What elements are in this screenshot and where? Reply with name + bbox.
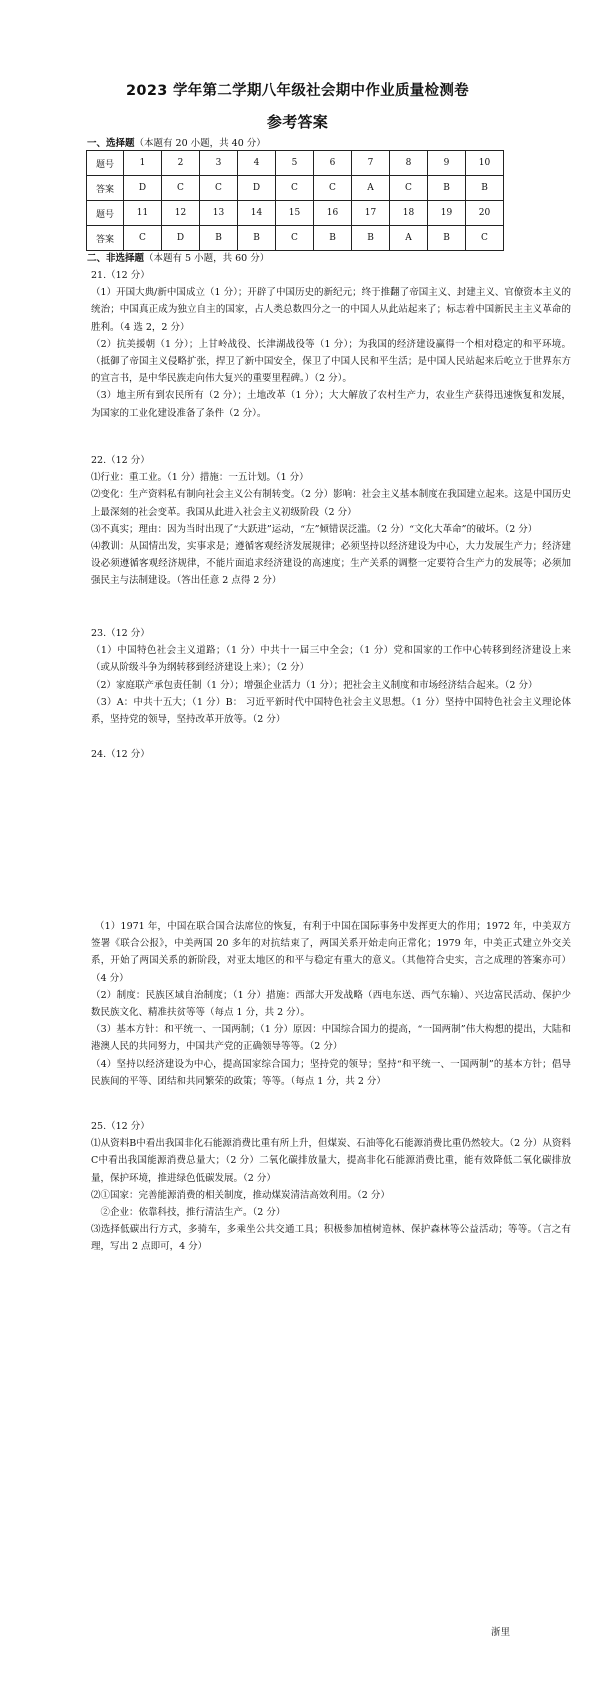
answer-cell: D [238, 176, 276, 201]
question-number: 14 [238, 201, 276, 226]
section2-note: （本题有 5 小题，共 60 分） [144, 253, 270, 264]
row-label-question: 题号 [87, 151, 124, 176]
question-number: 19 [428, 201, 466, 226]
answer-paragraph: （3）基本方针：和平统一、一国两制；（1 分）原因：中国综合国力的提高，“一国两制”伟大构想的提出，大陆和港澳人民的共同努力，中国共产党的正确领导等等。（2 分） [91, 1024, 571, 1053]
answer-paragraph: （3）A：中共十五大；（1 分）B： 习近平新时代中国特色社会主义思想。（1 分）坚持中国特色社会主义理论体系，坚持党的领导，坚持改革开放等。（2 分） [91, 696, 571, 726]
answer-cell: B [314, 226, 352, 251]
answer-paragraph: ⑵①国家：完善能源消费的相关制度，推动煤炭清洁高效利用。（2 分） [91, 1189, 390, 1201]
section1-note: （本题有 20 小题，共 40 分） [134, 138, 266, 149]
question-22-block [91, 452, 571, 590]
question-number: 12 [162, 201, 200, 226]
section2-heading: 二、非选择题 [87, 253, 145, 264]
section1-header [87, 137, 266, 150]
answer-paragraph: （2）制度：民族区域自治制度；（1 分）措施：西部大开发战略（西电东送、西气东输）、兴边富民活动、保护少数民族文化、精准扶贫等等（每点 1 分，共 2 分）。 [91, 989, 571, 1019]
question-heading: 23.（12 分） [91, 628, 150, 639]
answer-paragraph: ⑶选择低碳出行方式，多骑车，多乘坐公共交通工具；积极参加植树造林、保护森林等公益活动；等等。（言之有理，写出 2 点即可，4 分） [91, 1224, 571, 1253]
question-24-block [91, 918, 571, 1090]
footer-watermark: 浙里 [491, 1627, 511, 1638]
row-label-question: 题号 [87, 201, 124, 226]
question-number: 9 [428, 151, 466, 176]
answer-paragraph: （2）抗美援朝（1 分）；上甘岭战役、长津湖战役等（1 分）；为我国的经济建设赢得一个相对稳定的和平环境。（抵御了帝国主义侵略扩张，捍卫了新中国安全，保卫了中国人民和平生活；是中国人民站起来后屹立于世界东方的宣言书，是中华民族走向伟大复兴的重要里程碑。）（2 分）。 [91, 338, 571, 385]
question-number: 15 [276, 201, 314, 226]
table-row [87, 176, 504, 201]
answer-paragraph: ②企业：依靠科技，推行清洁生产。（2 分） [91, 1207, 286, 1219]
answer-cell: C [162, 176, 200, 201]
answer-cell: C [466, 226, 504, 251]
answer-paragraph: （1）开国大典/新中国成立（1 分）；开辟了中国历史的新纪元；终于推翻了帝国主义、封建主义、官僚资本主义的统治；中国真正成为独立自主的国家，占人类总数四分之一的中国人从此站起来了；标志着中国新民主主义革命的胜利。（4 选 2，2 分） [91, 287, 571, 333]
answer-cell: C [314, 176, 352, 201]
answer-cell: C [276, 176, 314, 201]
question-number: 2 [162, 151, 200, 176]
answer-cell: C [200, 176, 238, 201]
answer-cell: B [428, 176, 466, 201]
answer-cell: C [124, 226, 162, 251]
page-title: 2023 学年第二学期八年级社会期中作业质量检测卷 [126, 83, 469, 99]
question-heading: 25.（12 分） [91, 1121, 150, 1132]
answer-cell: D [162, 226, 200, 251]
question-number: 8 [390, 151, 428, 176]
answer-paragraph: （1）中国特色社会主义道路；（1 分）中共十一届三中全会；（1 分）党和国家的工作中心转移到经济建设上来（或从阶级斗争为纲转移到经济建设上来）；（2 分） [91, 645, 571, 674]
question-number: 7 [352, 151, 390, 176]
question-number: 4 [238, 151, 276, 176]
section2-header [87, 252, 269, 265]
answer-cell: C [276, 226, 314, 251]
answer-paragraph: ⑶不真实；理由：因为当时出现了“大跃进”运动，“左”倾错误泛滥。（2 分）“文化大革命”的破坏。（2 分） [91, 523, 538, 535]
question-23-block [91, 625, 571, 728]
question-25-block [91, 1118, 571, 1256]
question-number: 1 [124, 151, 162, 176]
answer-cell: D [124, 176, 162, 201]
row-label-answer: 答案 [87, 226, 124, 251]
question-heading: 21.（12 分） [91, 270, 150, 281]
answer-table [86, 150, 504, 251]
question-24-heading-block [91, 746, 571, 763]
answer-paragraph: ⑴行业：重工业。（1 分）措施：一五计划。（1 分） [91, 472, 309, 484]
question-number: 18 [390, 201, 428, 226]
question-number: 20 [466, 201, 504, 226]
answer-cell: B [200, 226, 238, 251]
question-number: 17 [352, 201, 390, 226]
answer-paragraph: （4）坚持以经济建设为中心，提高国家综合国力；坚持党的领导；坚持“和平统一、一国两制”的基本方针；倡导民族间的平等、团结和共同繁荣的政策；等等。（每点 1 分，共 2 分） [91, 1058, 571, 1087]
answer-cell: A [390, 226, 428, 251]
section1-heading: 一、选择题 [87, 138, 135, 149]
row-label-answer: 答案 [87, 176, 124, 201]
answer-cell: B [428, 226, 466, 251]
question-number: 3 [200, 151, 238, 176]
answer-cell: A [352, 176, 390, 201]
question-heading: 24.（12 分） [91, 749, 150, 760]
answer-cell: B [238, 226, 276, 251]
answer-paragraph: ⑵变化：生产资料私有制向社会主义公有制转变。（2 分）影响：社会主义基本制度在我国建立起来。这是中国历史上最深刻的社会变革。我国从此进入社会主义初级阶段（2 分） [91, 489, 571, 518]
answer-paragraph: （1）1971 年，中国在联合国合法席位的恢复，有利于中国在国际事务中发挥更大的作用；1972 年，中美双方签署《联合公报》，中美两国 20 多年的对抗结束了，两国关系开始走向正常化；1979 年，中美正式建立外交关系，开始了两国关系的新阶段，对亚太地区的和平与稳定有重大的意义。（其他符合史实，言之成理的答案亦可）（4 分） [91, 921, 571, 984]
question-number: 11 [124, 201, 162, 226]
question-number: 5 [276, 151, 314, 176]
question-number: 10 [466, 151, 504, 176]
page-subtitle: 参考答案 [266, 113, 329, 131]
answer-paragraph: （3）地主所有到农民所有（2 分）；土地改革（1 分）；大大解放了农村生产力，农业生产获得迅速恢复和发展，为国家的工业化建设准备了条件（2 分）。 [91, 390, 571, 419]
table-row [87, 201, 504, 226]
question-number: 6 [314, 151, 352, 176]
table-row [87, 151, 504, 176]
answer-cell: B [352, 226, 390, 251]
question-number: 13 [200, 201, 238, 226]
answer-cell: C [390, 176, 428, 201]
table-row [87, 226, 504, 251]
answer-cell: B [466, 176, 504, 201]
question-heading: 22.（12 分） [91, 455, 150, 466]
question-21-block [91, 267, 571, 422]
answer-paragraph: ⑷教训：从国情出发，实事求是；遵循客观经济发展规律；必须坚持以经济建设为中心，大力发展生产力；经济建设必须遵循客观经济规律，不能片面追求经济建设的高速度；生产关系的调整一定要符合生产力的发展等；必须加强民主与法制建设。（答出任意 2 点得 2 分） [91, 541, 571, 587]
question-number: 16 [314, 201, 352, 226]
answer-paragraph: （2）家庭联产承包责任制（1 分）；增强企业活力（1 分）；把社会主义制度和市场经济结合起来。（2 分） [91, 679, 538, 691]
answer-paragraph: ⑴从资料B中看出我国非化石能源消费比重有所上升，但煤炭、石油等化石能源消费比重仍然较大。（2 分）从资料C中看出我国能源消费总量大；（2 分）二氧化碳排放量大，提高非化石能源消费比重，能有效降低二氧化碳排放量，保护环境，推进绿色低碳发展。（2 分） [91, 1138, 571, 1184]
